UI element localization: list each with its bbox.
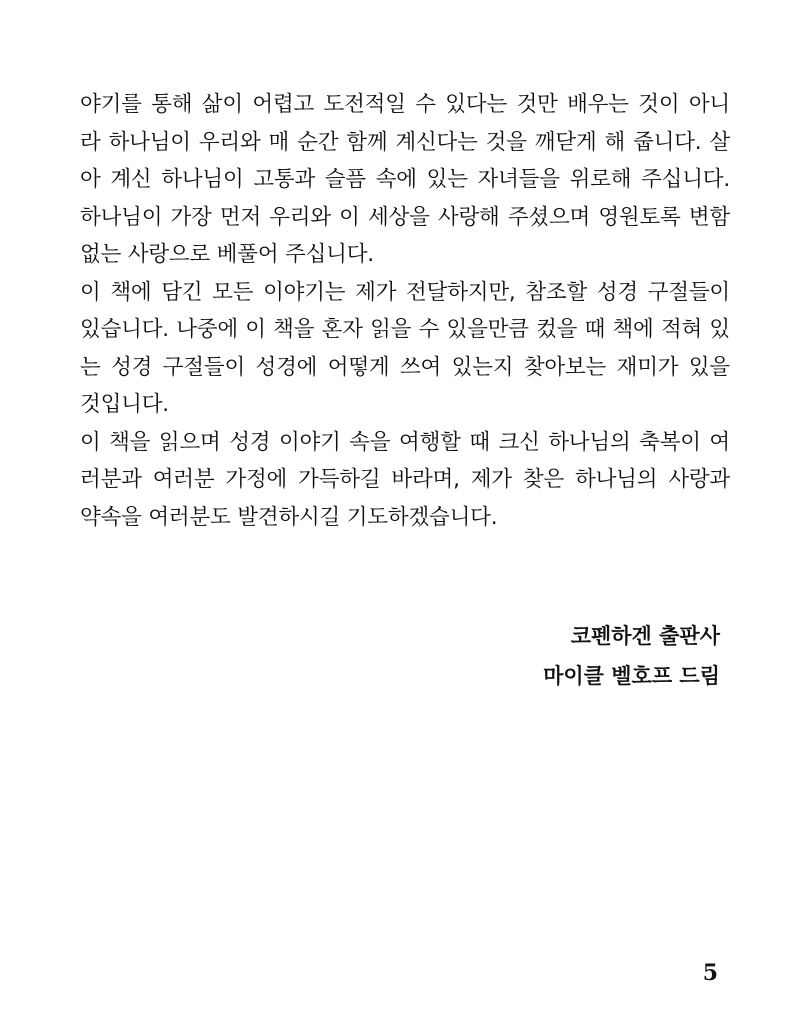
body-line-12: 약속을 여러분도 발견하시길 기도하겠습니다. [80, 504, 498, 530]
publisher-name: 코펜하겐 출판사 [570, 624, 720, 648]
body-text [80, 86, 730, 536]
body-line-10: 이 책을 읽으며 성경 이야기 속을 여행할 때 크신 하나님의 축복이 여 [80, 429, 730, 455]
author-signoff: 마이클 벨호프 드림 [543, 664, 720, 688]
body-line-5: 없는 사랑으로 베풀어 주십니다. [80, 242, 374, 267]
body-line-8: 는 성경 구절들이 성경에 어떻게 쓰여 있는지 찾아보는 재미가 있을 [80, 354, 730, 380]
body-line-9: 것입니다. [80, 392, 169, 417]
body-line-4: 하나님이 가장 먼저 우리와 이 세상을 사랑해 주셨으며 영원토록 변함 [80, 204, 730, 230]
body-line-2: 라 하나님이 우리와 매 순간 함께 계신다는 것을 깨닫게 해 줍니다. 살 [80, 129, 730, 155]
body-line-3: 아 계신 하나님이 고통과 슬픔 속에 있는 자녀들을 위로해 주십니다. [80, 167, 730, 192]
body-line-6: 이 책에 담긴 모든 이야기는 제가 전달하지만, 참조할 성경 구절들이 [80, 279, 730, 305]
body-line-11: 러분과 여러분 가정에 가득하길 바라며, 제가 찾은 하나님의 사랑과 [80, 467, 730, 492]
page-number: 5 [702, 960, 718, 986]
body-line-1: 야기를 통해 삶이 어렵고 도전적일 수 있다는 것만 배우는 것이 아니 [80, 92, 730, 117]
body-line-7: 있습니다. 나중에 이 책을 혼자 읽을 수 있을만큼 컸을 때 책에 적혀 있 [80, 317, 730, 342]
signature-block [543, 616, 720, 696]
